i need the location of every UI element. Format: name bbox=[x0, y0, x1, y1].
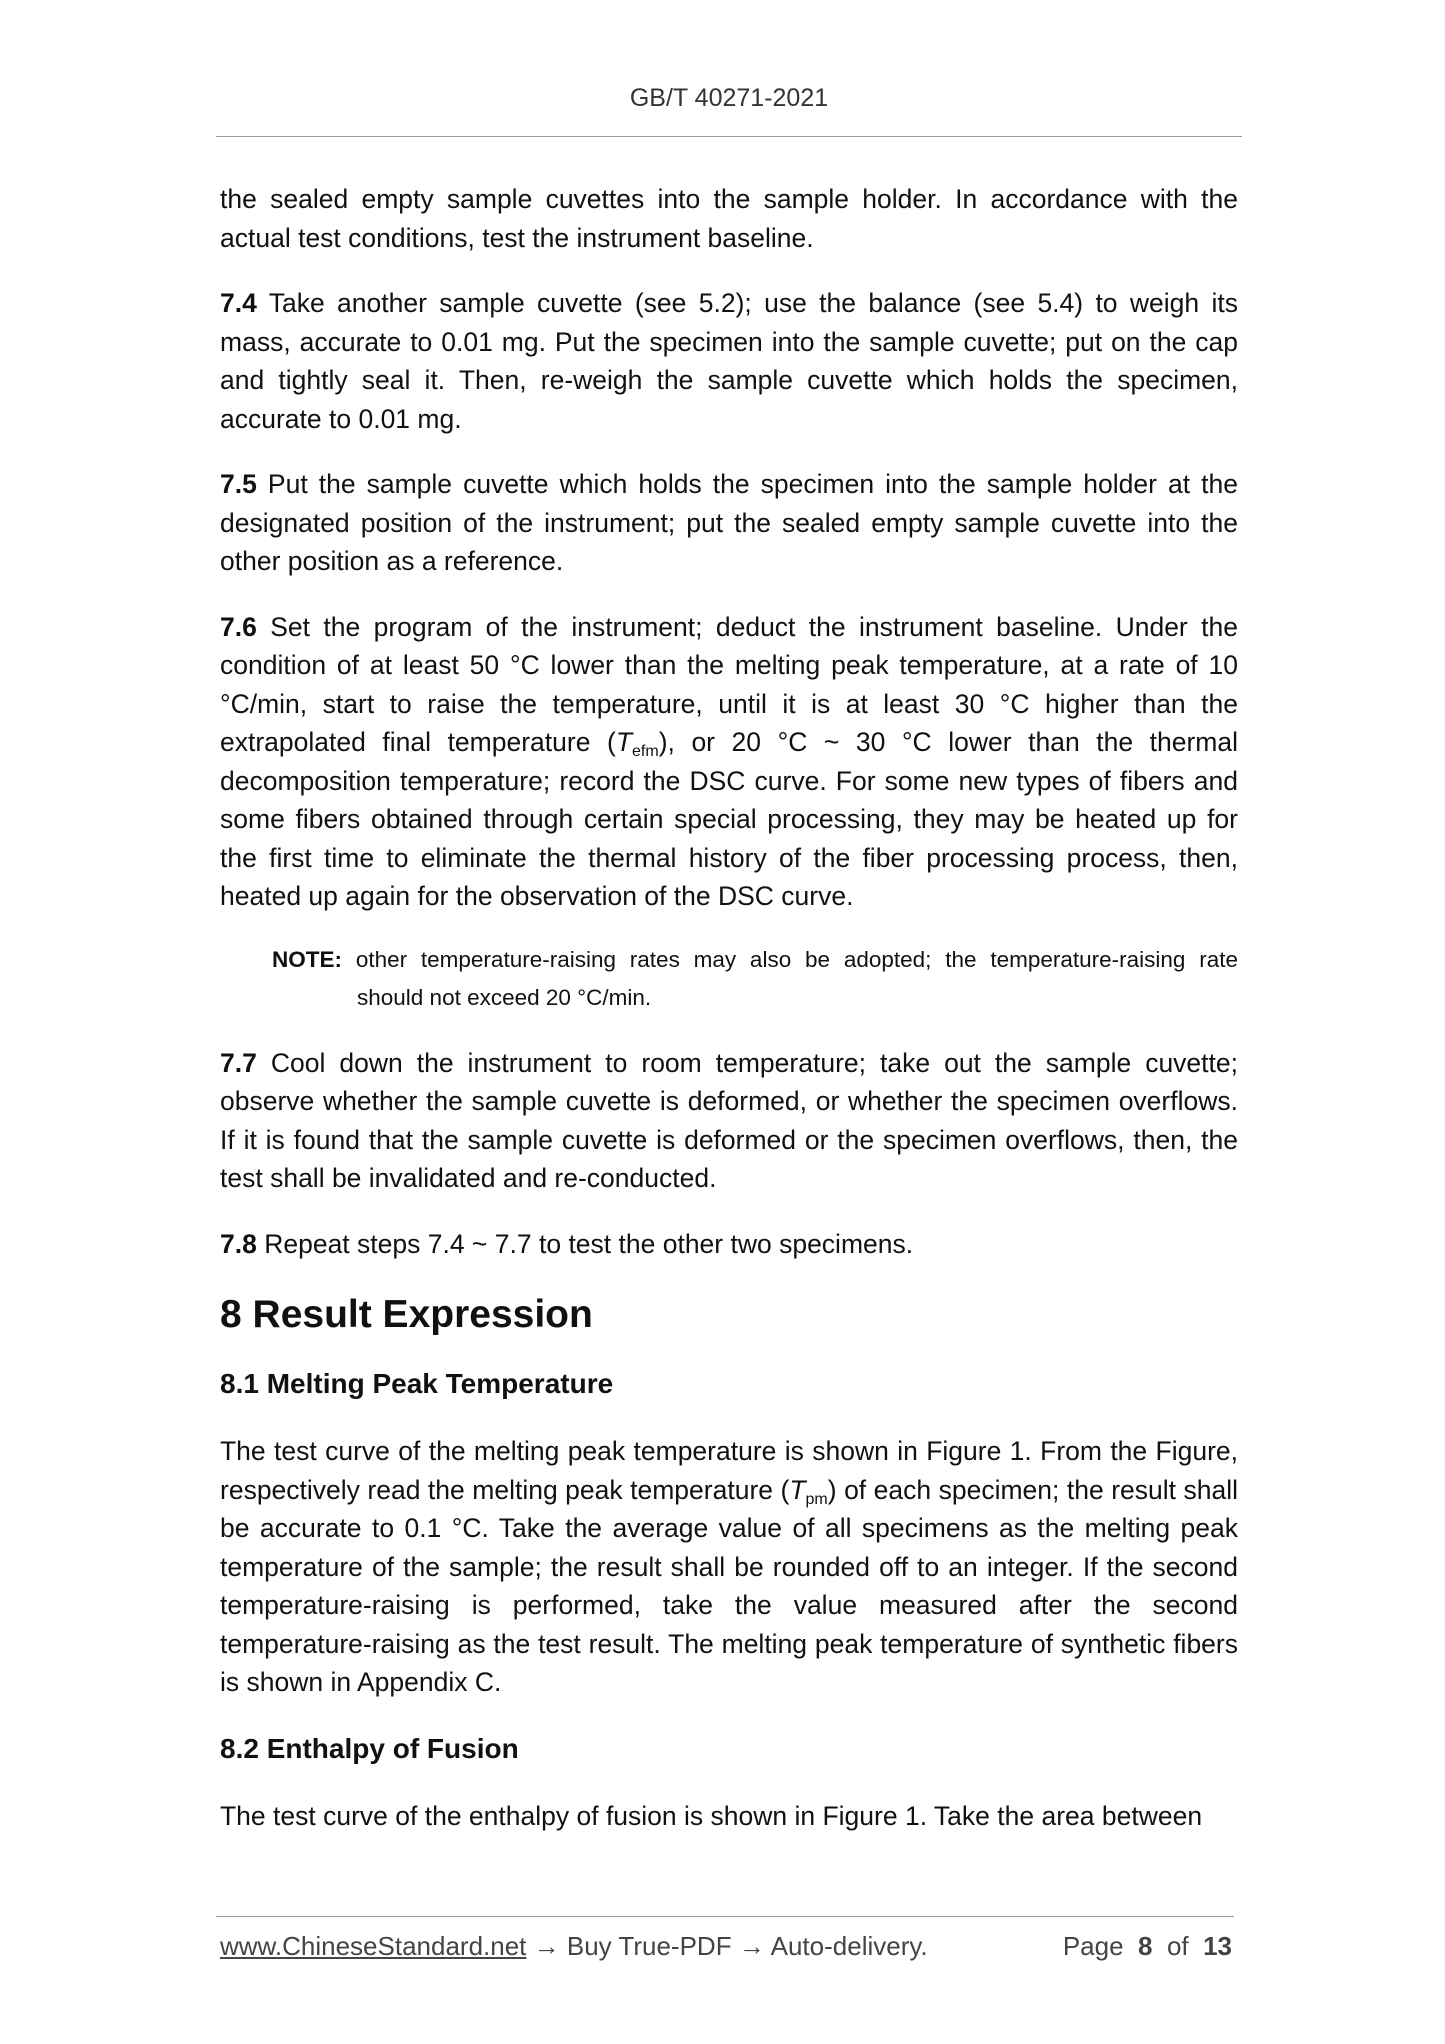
delivery-text: Auto-delivery. bbox=[770, 1931, 928, 1961]
footer-divider bbox=[216, 1916, 1234, 1917]
clause-number: 7.6 bbox=[220, 611, 257, 642]
symbol-subscript: pm bbox=[805, 1490, 828, 1508]
paragraph-8-2: The test curve of the enthalpy of fusion is shown in Figure 1. Take the area between bbox=[220, 1800, 1203, 1831]
symbol-t: T bbox=[789, 1474, 806, 1505]
clause-number: 7.5 bbox=[220, 469, 257, 499]
clause-7-6 bbox=[220, 608, 1238, 916]
page-footer bbox=[220, 1931, 1232, 1962]
clause-number: 7.8 bbox=[220, 1228, 257, 1259]
buy-text: Buy True-PDF bbox=[566, 1931, 732, 1961]
clause-7-5 bbox=[220, 465, 1238, 581]
note-text-line2: should not exceed 20 °C/min. bbox=[357, 984, 652, 1010]
note-text-line1: other temperature-raising rates may also be adopted; the temperature-raising rate bbox=[355, 946, 1238, 972]
clause-7-8 bbox=[220, 1225, 1238, 1264]
paragraph-8-1: The test curve of the melting peak temperature is shown in Figure 1. From the Figure, respectively read the melting peak temperature $(T_{pm})$ of each specimen; the result shall be accurate to 0.1 °C. Take the average value of all specimens as the melting peak temperature of the sample; the result shall be rounded off to an integer. If the second temperature-raising is performed, take the value measured after the second temperature-raising as the test result. The melting peak temperature of synthetic fibers is shown in Appendix C. bbox=[220, 1436, 1238, 1697]
page-total: 13 bbox=[1203, 1931, 1232, 1961]
section-heading-8: 8 Result Expression bbox=[220, 1293, 593, 1336]
page-label: Page bbox=[1062, 1931, 1124, 1961]
arrow-icon: → bbox=[533, 1931, 560, 1961]
arrow-icon: → bbox=[738, 1931, 765, 1961]
website-link[interactable]: www.ChineseStandard.net bbox=[220, 1931, 527, 1961]
page-indicator bbox=[1063, 1931, 1232, 1962]
clause-number: 7.4 bbox=[220, 288, 257, 318]
note-block bbox=[272, 941, 1238, 1017]
clause-7-7 bbox=[220, 1044, 1238, 1198]
clause-text: Cool down the instrument to room temperature; take out the sample cuvette; observe whether the sample cuvette is deformed, or whether the specimen overflows. If it is found that the sample cuvette is deformed or the specimen overflows, then, the test shall be invalidated and re-conducted. bbox=[220, 1047, 1238, 1193]
clause-number: 7.7 bbox=[220, 1047, 257, 1078]
symbol-t: T bbox=[615, 727, 633, 757]
page-number: 8 bbox=[1138, 1931, 1153, 1961]
page-header bbox=[218, 84, 1240, 113]
note-label: NOTE: bbox=[272, 946, 342, 972]
of-label: of bbox=[1166, 1931, 1189, 1961]
paragraph-continuation: the sealed empty sample cuvettes into the sample holder. In accordance with the actual test conditions, test the instrument baseline. bbox=[220, 184, 1238, 253]
clause-text: Set the program of the instrument; deduct the instrument baseline. Under the condition of at least 50 °C lower than the melting peak temperature, at a rate of 10 °C/min, start to raise the temperature, until it is at least 30 °C higher than the extrapolated final temperature ( bbox=[220, 611, 1238, 757]
clause-text: Repeat steps 7.4 ~ 7.7 to test the other two specimens. bbox=[264, 1228, 914, 1259]
document-number: GB/T 40271-2021 bbox=[629, 84, 829, 112]
subsection-heading-8-1: 8.1 Melting Peak Temperature bbox=[220, 1368, 614, 1399]
symbol-subscript: efm bbox=[632, 743, 659, 760]
page-content bbox=[220, 180, 1238, 1862]
clause-7-4 bbox=[220, 284, 1238, 438]
clause-text: Put the sample cuvette which holds the specimen into the sample holder at the designated position of the instrument; put the sealed empty sample cuvette into the other position as a reference. bbox=[220, 469, 1238, 576]
header-divider bbox=[216, 136, 1242, 137]
subsection-heading-8-2: 8.2 Enthalpy of Fusion bbox=[220, 1732, 519, 1764]
clause-text: ), or 20 °C ~ 30 °C lower than the thermal decomposition temperature; record the DSC curve. For some new types of fibers and some fibers obtained through certain special processing, they may be heated up for the first time to eliminate the thermal history of the fiber processing process, then, heated up again for the observation of the DSC curve. bbox=[220, 727, 1238, 911]
clause-text: Take another sample cuvette (see 5.2); use the balance (see 5.4) to weigh its mass, accurate to 0.01 mg. Put the specimen into the sample cuvette; put on the cap and tightly seal it. Then, re-weigh the sample cuvette which holds the specimen, accurate to 0.01 mg. bbox=[220, 288, 1238, 434]
